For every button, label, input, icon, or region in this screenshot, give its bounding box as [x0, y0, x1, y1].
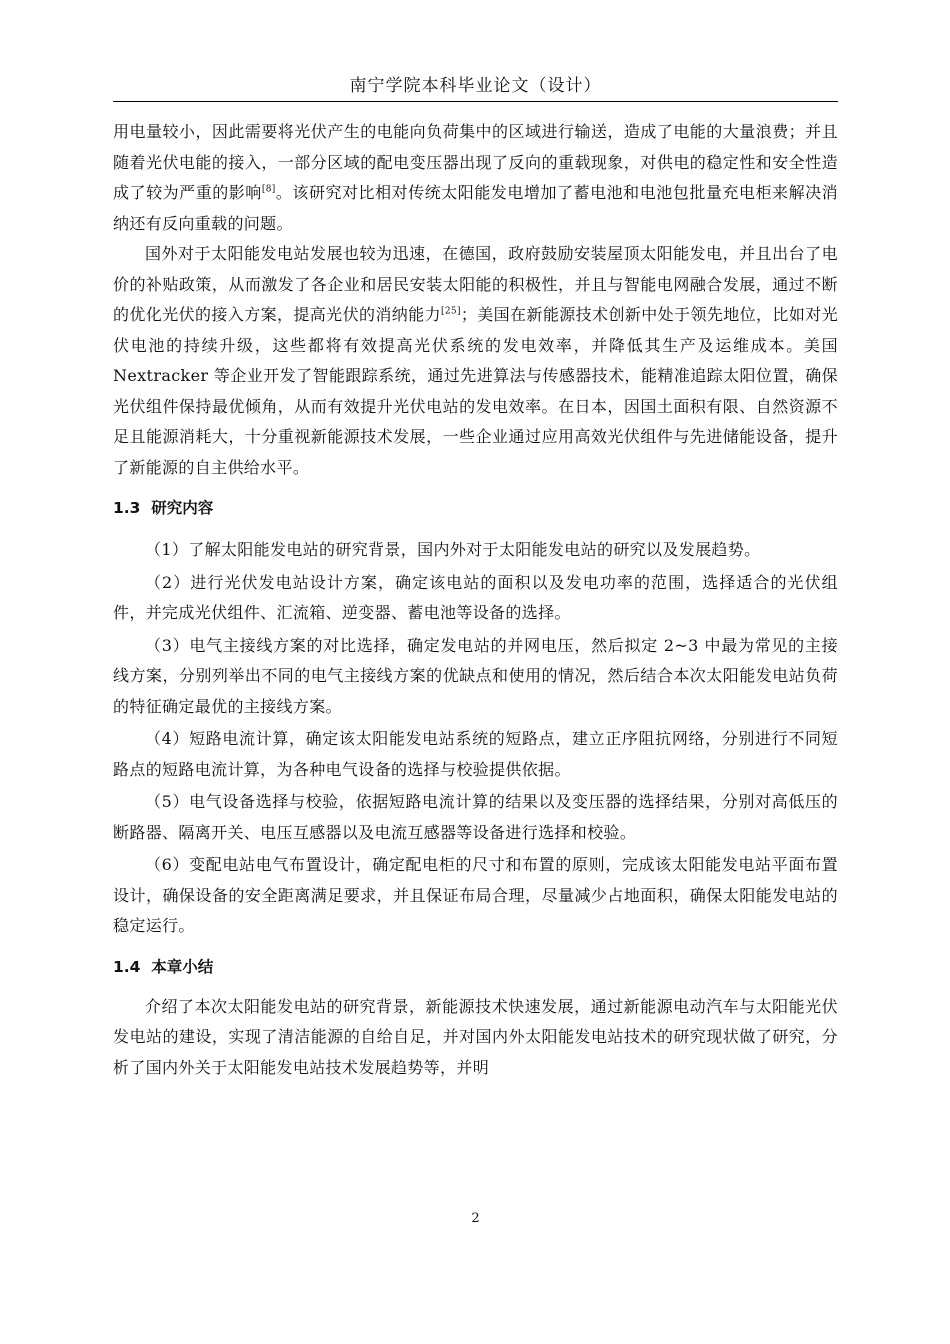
paragraph-continuation	[113, 117, 838, 239]
citation-ref: [25]	[440, 306, 461, 317]
list-item: （6）变配电站电气布置设计，确定配电柜的尺寸和布置的原则，完成该太阳能发电站平面布置设计，确保设备的安全距离满足要求，并且保证布局合理，尽量减少占地面积，确保太阳能发电站的稳定运行。	[113, 855, 838, 935]
paragraph-text: 用电量较小，因此需要将光伏产生的电能向负荷集中的区域进行输送，造成了电能的大量浪费；并且随着光伏电能的接入，一部分区域的配电变压器出现了反向的重载现象，对供电的稳定性和安全性造成了较为严重的影响	[113, 122, 838, 202]
section-number: 1.4	[113, 957, 141, 976]
header-rule	[113, 101, 838, 102]
running-header: 南宁学院本科毕业论文（设计）	[349, 76, 602, 96]
section-heading-1-3	[113, 493, 838, 523]
section-title: 本章小结	[151, 957, 214, 976]
page-body	[113, 117, 838, 1083]
page-number: 2	[471, 1211, 480, 1226]
list-item: （1）了解太阳能发电站的研究背景，国内外对于太阳能发电站的研究以及发展趋势。	[145, 540, 761, 559]
section-title: 研究内容	[151, 499, 214, 517]
research-content-list	[113, 535, 838, 942]
section-heading-1-4	[113, 952, 838, 982]
paragraph-text-tail: ；美国在新能源技术创新中处于领先地位，比如对光伏电池的持续升级，这些都将有效提高光伏系统的发电效率，并降低其生产及运维成本。美国 Nextracker 等企业开发了智能跟踪系统，通过先进算法与传感器技术，能精准追踪太阳位置，确保光伏组件保持最优倾角，从而有效提升光伏电站的发电效率。在日本，因国土面积有限、自然资源不足且能源消耗大，十分重视新能源技术发展，一些企业通过应用高效光伏组件与先进储能设备，提升了新能源的自主供给水平。	[113, 305, 838, 477]
citation-ref: [8]	[261, 184, 276, 195]
list-item: （2）进行光伏发电站设计方案，确定该电站的面积以及发电功率的范围，选择适合的光伏组件，并完成光伏组件、汇流箱、逆变器、蓄电池等设备的选择。	[113, 572, 838, 622]
paragraph-text: 国外对于太阳能发电站发展也较为迅速，在德国，政府鼓励安装屋顶太阳能发电，并且出台了电价的补贴政策，从而激发了各企业和居民安装太阳能的积极性，并且与智能电网融合发展，通过不断的优化光伏的接入方案，提高光伏的消纳能力	[113, 244, 838, 324]
paragraph-summary: 介绍了本次太阳能发电站的研究背景，新能源技术快速发展，通过新能源电动汽车与太阳能光伏发电站的建设，实现了清洁能源的自给自足，并对国内外太阳能发电站技术的研究现状做了研究，分析了国内外关于太阳能发电站技术发展趋势等，并明	[113, 996, 838, 1077]
paragraph-foreign-development	[113, 239, 838, 483]
paragraph-text-tail: 。该研究对比相对传统太阳能发电增加了蓄电池和电池包批量充电柜来解决消纳还有反向重载的问题。	[113, 183, 838, 233]
list-item: （4）短路电流计算，确定该太阳能发电站系统的短路点，建立正序阻抗网络，分别进行不同短路点的短路电流计算，为各种电气设备的选择与校验提供依据。	[113, 729, 838, 779]
list-item: （5）电气设备选择与校验，依据短路电流计算的结果以及变压器的选择结果，分别对高低压的断路器、隔离开关、电压互感器以及电流互感器等设备进行选择和校验。	[113, 792, 838, 842]
list-item: （3）电气主接线方案的对比选择，确定发电站的并网电压，然后拟定 2~3 中最为常见的主接线方案，分别列举出不同的电气主接线方案的优缺点和使用的情况，然后结合本次太阳能发电站负荷的特征确定最优的主接线方案。	[113, 635, 838, 716]
section-number: 1.3	[113, 499, 141, 517]
